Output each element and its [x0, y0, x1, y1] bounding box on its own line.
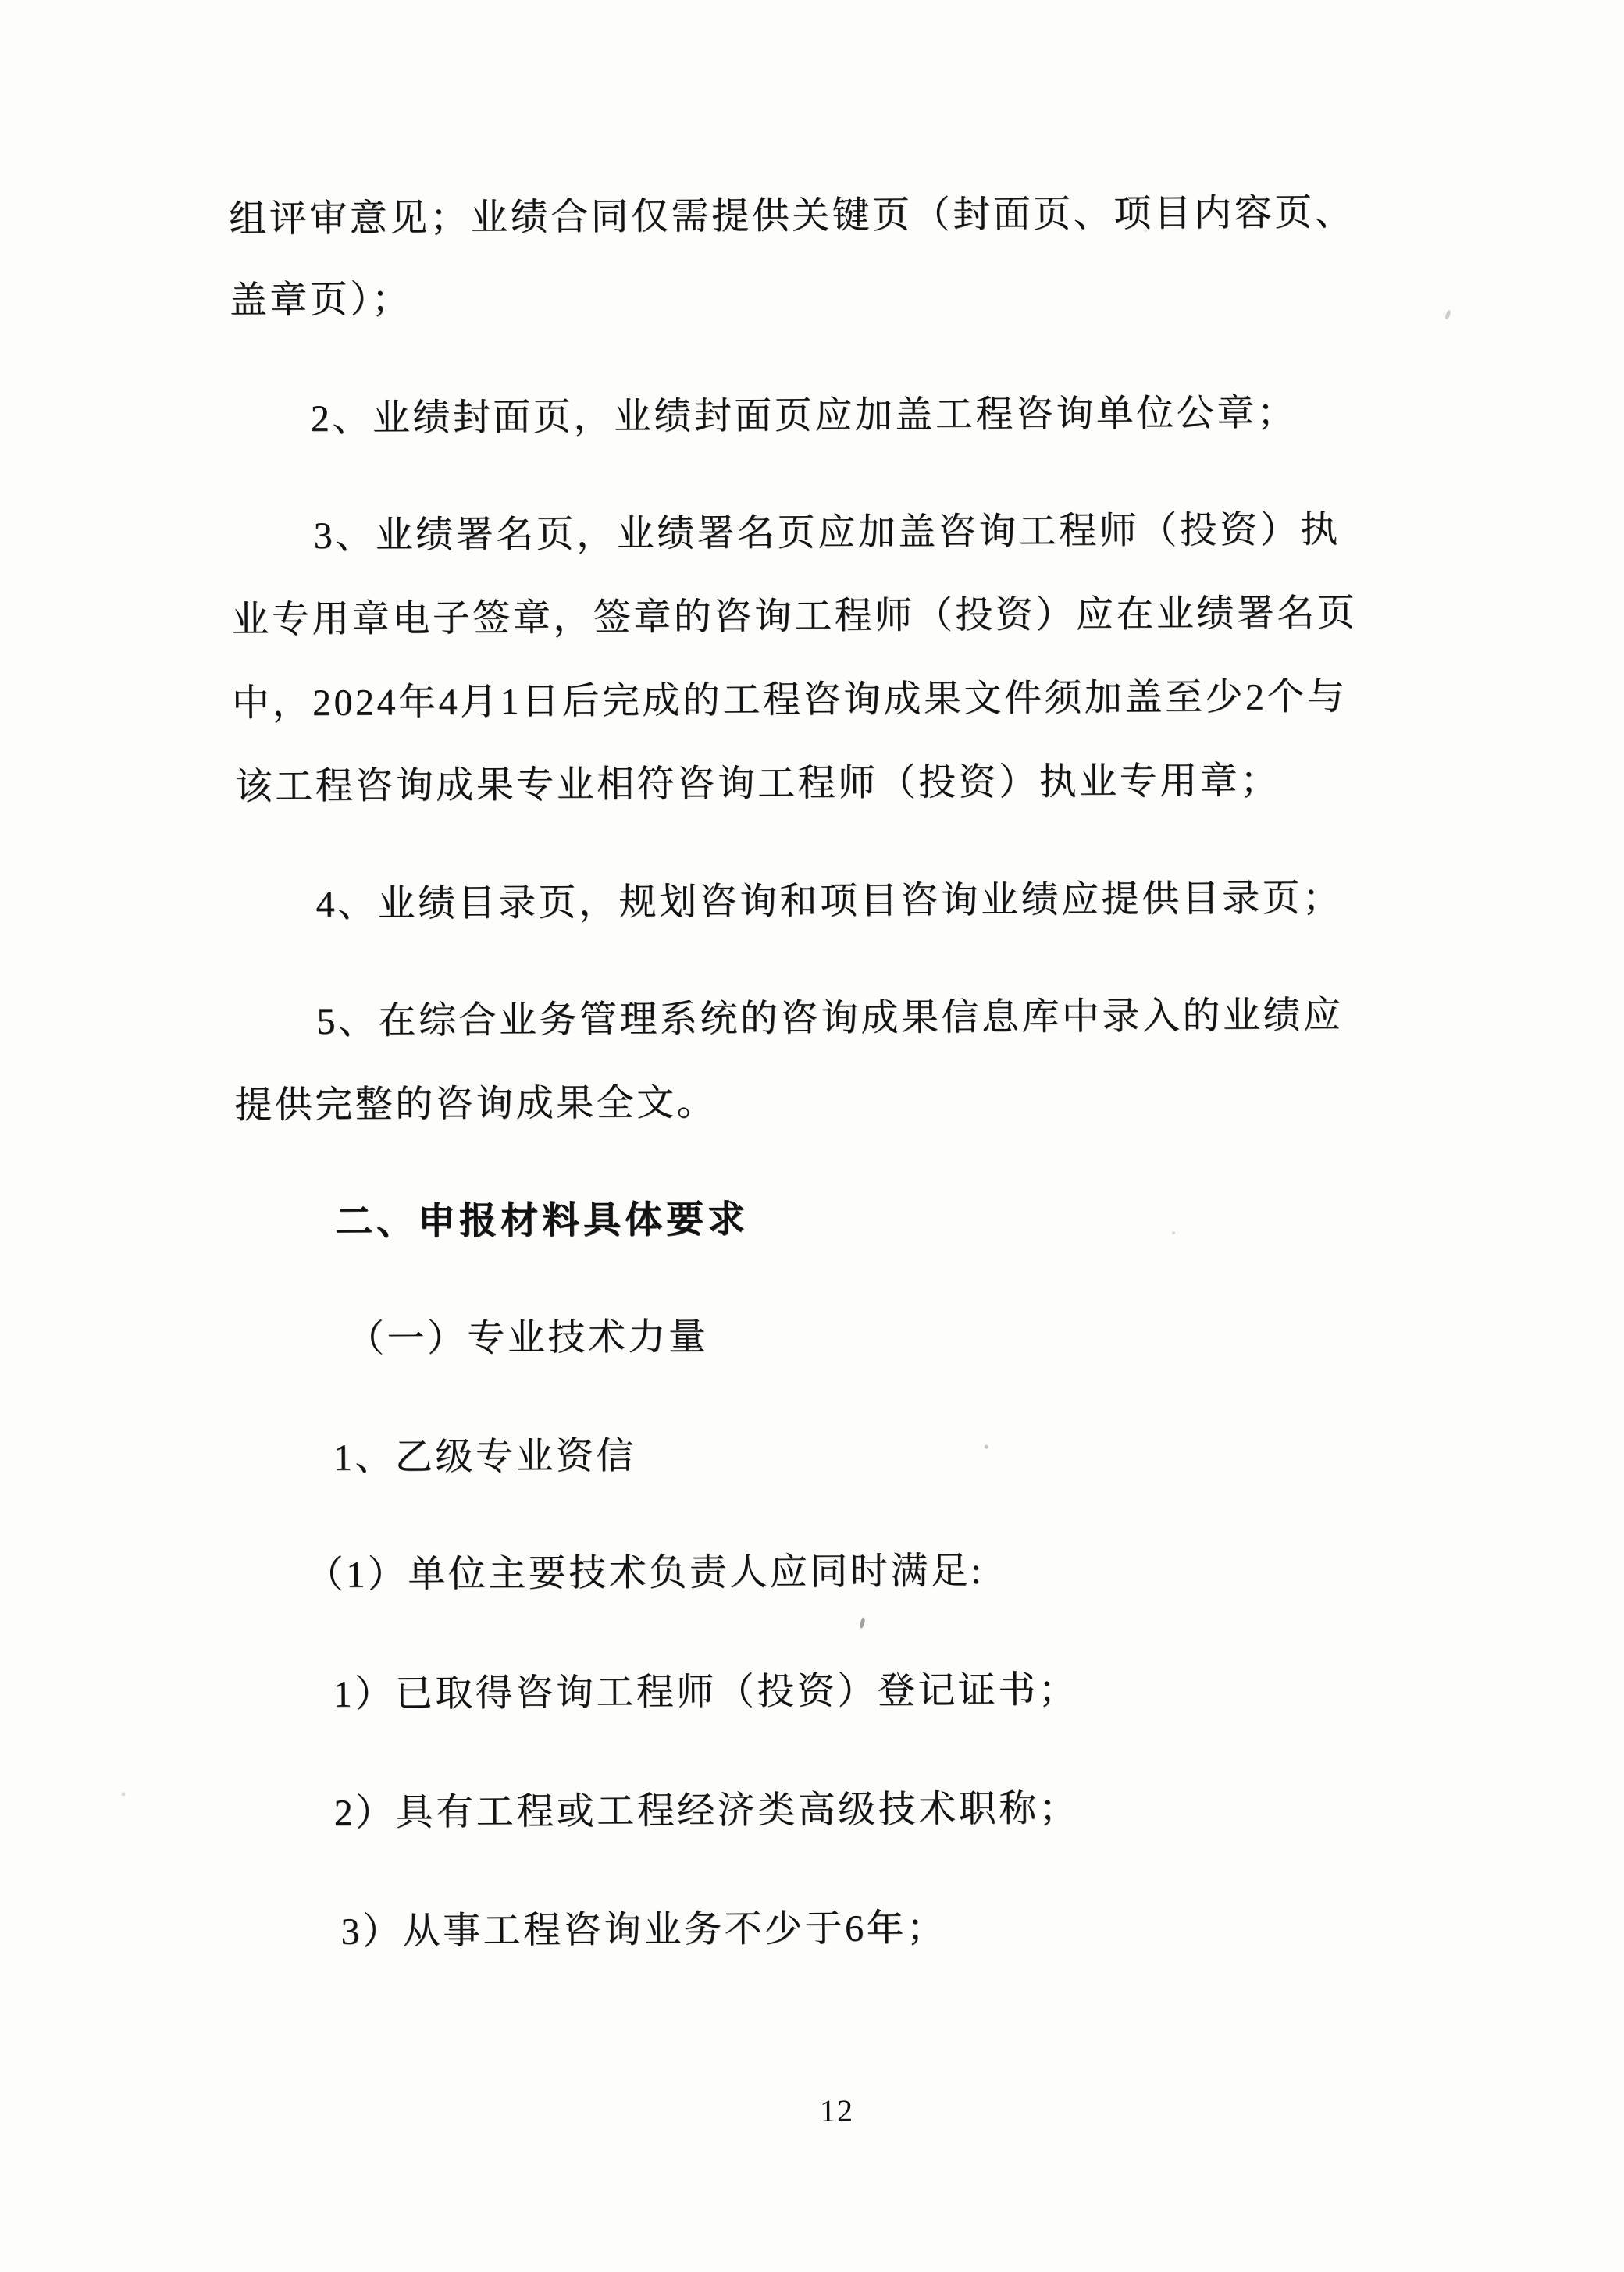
scan-speck-artifact: [860, 1617, 866, 1629]
body-text-line: 业专用章电子签章，签章的咨询工程师（投资）应在业绩署名页: [231, 592, 1358, 641]
list-item-2: 2、业绩封面页，业绩封面页应加盖工程咨询单位公章；: [310, 392, 1298, 440]
body-text-line: 该工程咨询成果专业相符咨询工程师（投资）执业专用章；: [234, 760, 1280, 808]
section-heading: 二、申报材料具体要求: [334, 1198, 750, 1243]
clause-line: 1）已取得咨询工程师（投资）登记证书；: [333, 1668, 1079, 1715]
subsection-heading: （一）专业技术力量: [346, 1316, 709, 1360]
clause-line: 3）从事工程咨询业务不少于6年；: [340, 1907, 947, 1953]
list-item-4: 4、业绩目录页，规划咨询和项目咨询业绩应提供目录页；: [315, 877, 1343, 925]
clause-line: （1）单位主要技术负责人应同时满足:: [305, 1550, 985, 1596]
body-text-line: 组评审意见；业绩合同仅需提供关键页（封面页、项目内容页、: [229, 191, 1355, 240]
scan-speck-artifact: [121, 1792, 125, 1796]
body-text-line: 中，2024年4月1日后完成的工程咨询成果文件须加盖至少2个与: [231, 675, 1348, 725]
body-text-line: 盖章页）；: [229, 279, 412, 322]
clause-line: 2）具有工程或工程经济类高级技术职称；: [333, 1787, 1080, 1834]
scan-speck-artifact: [1444, 310, 1451, 320]
list-item-3: 3、业绩署名页，业绩署名页应加盖咨询工程师（投资）执: [313, 508, 1341, 557]
scan-speck-artifact: [1172, 1231, 1175, 1234]
list-item-5: 5、在综合业务管理系统的咨询成果信息库中录入的业绩应: [316, 994, 1344, 1042]
sub-item-heading: 1、乙级专业资信: [333, 1435, 637, 1479]
page-number: 12: [819, 2092, 855, 2128]
scan-speck-artifact: [1144, 229, 1147, 232]
scan-speck-artifact: [985, 1445, 988, 1449]
body-text-line: 提供完整的咨询成果全文。: [233, 1081, 718, 1127]
